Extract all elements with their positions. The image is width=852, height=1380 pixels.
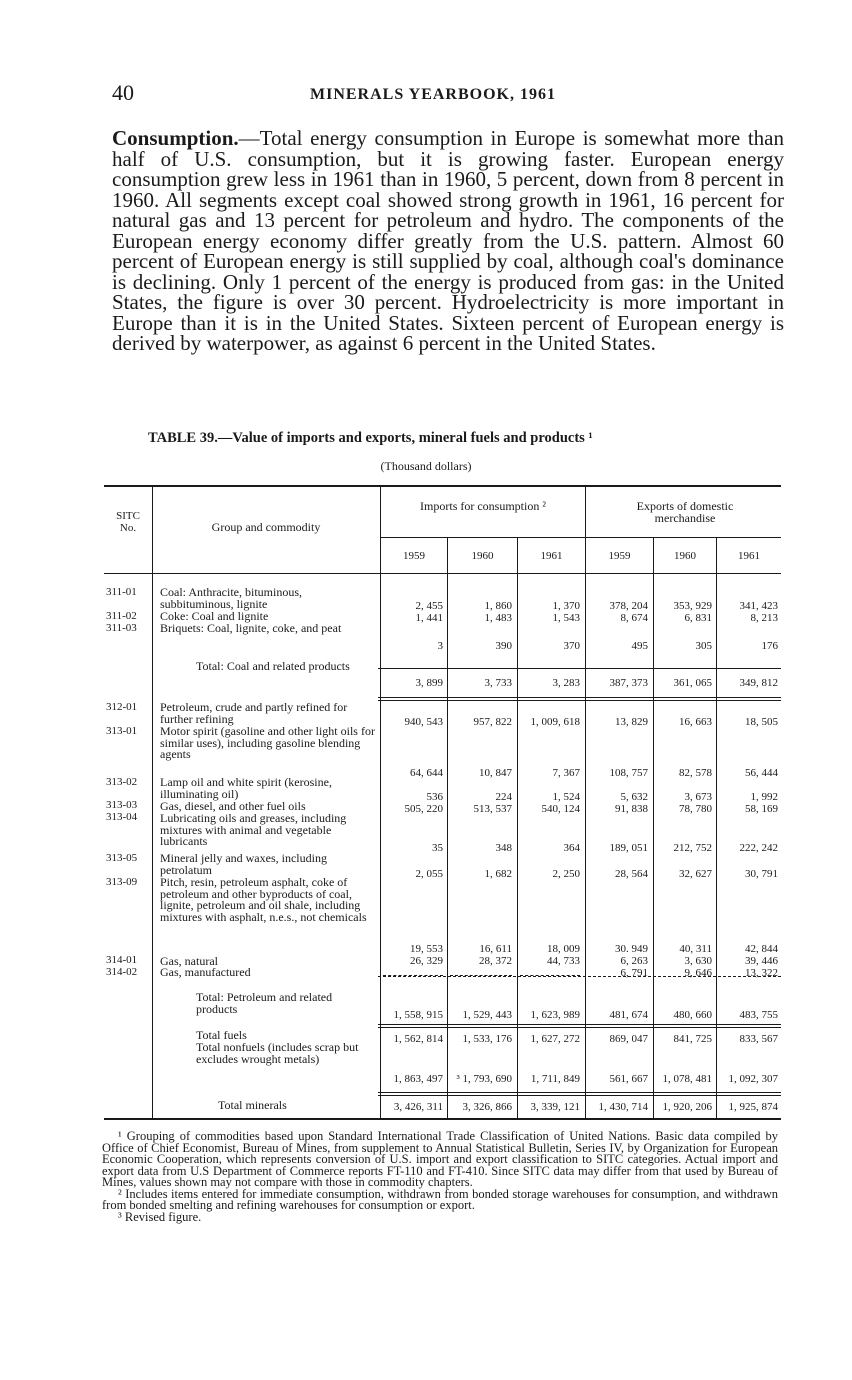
table-cell: 16, 663 bbox=[679, 716, 712, 728]
table-cell: 2, 455 bbox=[415, 600, 443, 612]
table-cell: 833, 567 bbox=[739, 1033, 778, 1045]
footnotes bbox=[102, 1131, 778, 1223]
table-cell: 224 bbox=[495, 791, 512, 803]
table-cell: 869, 047 bbox=[609, 1033, 648, 1045]
table-cell: 3, 283 bbox=[552, 677, 580, 689]
header-year-exp-1961: 1961 bbox=[738, 550, 760, 562]
table-cell: 3, 339, 121 bbox=[530, 1101, 580, 1113]
table-cell: 108, 757 bbox=[609, 767, 648, 779]
table-cell: 18, 009 bbox=[547, 943, 580, 955]
table-cell: 18, 505 bbox=[745, 716, 778, 728]
table-cell: 483, 755 bbox=[739, 1009, 778, 1021]
table-cell: 2, 250 bbox=[552, 868, 580, 880]
sitc-code: 312-01 bbox=[106, 701, 138, 713]
table-cell: 44, 733 bbox=[547, 955, 580, 967]
table-cell: 957, 822 bbox=[473, 716, 512, 728]
table-cell: 58, 169 bbox=[745, 803, 778, 815]
footnote-2: ² Includes items entered for immediate consumption, withdrawn from bonded storage warehouses for consumption, and withdrawn from bonded smelting and refining warehouses for consumption or export. bbox=[102, 1186, 778, 1212]
row-description: Gas, manufactured bbox=[160, 965, 251, 979]
table-cell: 513, 537 bbox=[473, 803, 512, 815]
table-cell: 7, 367 bbox=[552, 767, 580, 779]
table-cell: 30, 791 bbox=[745, 868, 778, 880]
table-cell: 3, 426, 311 bbox=[393, 1101, 443, 1113]
table-cell: 6, 831 bbox=[684, 612, 712, 624]
table-cell: 176 bbox=[761, 640, 778, 652]
table-cell: 841, 725 bbox=[673, 1033, 712, 1045]
consumption-paragraph bbox=[112, 128, 784, 354]
sitc-code: 313-05 bbox=[106, 852, 138, 864]
footnote-1: ¹ Grouping of commodities based upon Standard International Trade Classification of United Nations. Basic data compiled by Office of Chief Economist, Bureau of Mines, from supplement to Annual Statistical Bulletin, Series IV, by Organization for European Economic Cooperation, which represents conversion of U.S. import and export classification to SITC categories. Actual import and export data from U.S Department of Commerce reports FT-110 and FT-410. Since SITC data may differ from that used by Bureau of Mines, values shown may not compare with those in commodity chapters. bbox=[102, 1129, 778, 1189]
table-cell: 540, 124 bbox=[541, 803, 580, 815]
header-imports: Imports for consumption ² bbox=[420, 499, 546, 513]
row-description: Coke: Coal and lignite bbox=[160, 609, 269, 623]
table-cell: 3, 326, 866 bbox=[462, 1101, 512, 1113]
table-cell: 64, 644 bbox=[410, 767, 443, 779]
table-cell: 1, 682 bbox=[484, 868, 512, 880]
table-cell: 56, 444 bbox=[745, 767, 778, 779]
table-cell: 1, 562, 814 bbox=[393, 1033, 443, 1045]
row-description: Mineral jelly and waxes, including petrolatum bbox=[160, 851, 327, 877]
table-cell: 222, 242 bbox=[739, 842, 778, 854]
table-cell: 40, 311 bbox=[679, 943, 712, 955]
table-cell: 42, 844 bbox=[745, 943, 778, 955]
table-title: TABLE 39.—Value of imports and exports, mineral fuels and products ¹ bbox=[148, 430, 593, 446]
table-cell: 305 bbox=[695, 640, 712, 652]
table-cell: 378, 204 bbox=[609, 600, 648, 612]
sitc-code: 313-02 bbox=[106, 776, 138, 788]
table-cell: 370 bbox=[563, 640, 580, 652]
header-year-exp-1960: 1960 bbox=[674, 550, 696, 562]
table-cell: 364 bbox=[563, 842, 580, 854]
table-cell: 35 bbox=[432, 842, 443, 854]
sitc-code: 311-02 bbox=[106, 610, 137, 622]
table-cell: 1, 370 bbox=[552, 600, 580, 612]
table-cell: 82, 578 bbox=[679, 767, 712, 779]
table-cell: 1, 524 bbox=[552, 791, 580, 803]
table-cell: 8, 674 bbox=[620, 612, 648, 624]
table-subtitle: (Thousand dollars) bbox=[380, 459, 472, 473]
sitc-code: 311-01 bbox=[106, 586, 137, 598]
table-cell: 189, 051 bbox=[609, 842, 648, 854]
table-cell: 481, 674 bbox=[609, 1009, 648, 1021]
table-cell: 1, 430, 714 bbox=[598, 1101, 648, 1113]
sitc-code: 313-01 bbox=[106, 725, 138, 737]
table-cell: 8, 213 bbox=[750, 612, 778, 624]
sitc-code: 311-03 bbox=[106, 622, 137, 634]
table-cell: 361, 065 bbox=[673, 677, 712, 689]
table-cell: 940, 543 bbox=[404, 716, 443, 728]
table-cell: 1, 529, 443 bbox=[462, 1009, 512, 1021]
table-cell: 13, 322 bbox=[745, 967, 778, 979]
sitc-code: 313-03 bbox=[106, 799, 138, 811]
footnote-3: ³ Revised figure. bbox=[118, 1209, 202, 1224]
row-description: Briquets: Coal, lignite, coke, and peat bbox=[160, 621, 342, 635]
sitc-code: 313-09 bbox=[106, 876, 138, 888]
empty-cell-dash bbox=[520, 975, 580, 976]
table-cell: 387, 373 bbox=[609, 677, 648, 689]
header-sitc: SITC No. bbox=[116, 510, 140, 534]
table-cell: 1, 092, 307 bbox=[728, 1073, 778, 1085]
table-cell: 1, 860 bbox=[484, 600, 512, 612]
row-description: Gas, natural bbox=[160, 954, 218, 968]
header-year-imp-1959: 1959 bbox=[403, 550, 425, 562]
table-cell: 3, 899 bbox=[415, 677, 443, 689]
table-cell: 1, 920, 206 bbox=[662, 1101, 712, 1113]
row-description-total: Total: Coal and related products bbox=[196, 659, 350, 673]
table-cell: 6, 791 bbox=[620, 967, 648, 979]
row-description-total: Total minerals bbox=[218, 1098, 287, 1112]
table-cell: 3, 733 bbox=[484, 677, 512, 689]
row-description: Coal: Anthracite, bituminous, subbituminous, lignite bbox=[160, 585, 302, 611]
table-cell: 9, 646 bbox=[684, 967, 712, 979]
page-number: 40 bbox=[112, 80, 134, 105]
table-cell: 1, 558, 915 bbox=[393, 1009, 443, 1021]
row-description: Gas, diesel, and other fuel oils bbox=[160, 799, 306, 813]
paragraph-text: —Total energy consumption in Europe is somewhat more than half of U.S. consumption, but it is growing faster. European energy consumption grew less in 1961 than in 1960, 5 percent, down from 8 percent in 1960. All segments except coal showed strong growth in 1961, 16 percent for natural gas and 13 percent for petroleum and hydro. The components of the European energy economy differ greatly from the U.S. pattern. Almost 60 percent of European energy is still supplied by coal, although coal's dominance is declining. Only 1 percent of the energy is produced from gas: in the United States, the figure is over 30 percent. Hydroelectricity is more important in Europe than it is in the United States. Sixteen percent of European energy is derived by waterpower, as against 6 percent in the United States. bbox=[112, 126, 784, 355]
table-cell: 1, 009, 618 bbox=[530, 716, 580, 728]
row-description: Lubricating oils and greases, including mixtures with animal and vegetable lubricants bbox=[160, 811, 347, 848]
sitc-code: 313-04 bbox=[106, 811, 138, 823]
table-cell: 19, 553 bbox=[410, 943, 443, 955]
table-cell: 561, 667 bbox=[609, 1073, 648, 1085]
table-cell: 30. 949 bbox=[615, 943, 648, 955]
table-cell: 5, 632 bbox=[620, 791, 648, 803]
table-cell: 1, 533, 176 bbox=[462, 1033, 512, 1045]
row-description-total: Total fuels bbox=[196, 1028, 247, 1042]
table-cell: 3, 630 bbox=[684, 955, 712, 967]
header-group: Group and commodity bbox=[211, 520, 321, 534]
empty-cell-dash bbox=[383, 975, 443, 976]
table-cell: 6, 263 bbox=[620, 955, 648, 967]
table-cell: 26, 329 bbox=[410, 955, 443, 967]
table-cell: 1, 992 bbox=[750, 791, 778, 803]
table-cell: 353, 929 bbox=[673, 600, 712, 612]
table-cell: 349, 812 bbox=[739, 677, 778, 689]
row-description: Pitch, resin, petroleum asphalt, coke of petroleum and other byproducts of coal, lignite, petroleum and oil shale, including mixtures with asphalt, n.e.s., not chemicals bbox=[160, 875, 367, 924]
table-cell: 32, 627 bbox=[679, 868, 712, 880]
table-cell: 28, 564 bbox=[615, 868, 648, 880]
table-cell: 495 bbox=[631, 640, 648, 652]
table-cell: 1, 078, 481 bbox=[662, 1073, 712, 1085]
paragraph-lead: Consumption. bbox=[112, 126, 239, 150]
table-cell: 1, 925, 874 bbox=[728, 1101, 778, 1113]
table-cell: 390 bbox=[495, 640, 512, 652]
table-cell: 341, 423 bbox=[739, 600, 778, 612]
table-cell: ³ 1, 793, 690 bbox=[456, 1073, 512, 1085]
table-cell: 2, 055 bbox=[415, 868, 443, 880]
table-cell: 10, 847 bbox=[479, 767, 512, 779]
table-cell: 3, 673 bbox=[684, 791, 712, 803]
empty-cell-dash bbox=[450, 975, 512, 976]
row-description: Motor spirit (gasoline and other light oils for similar uses), including gasoline blending agents bbox=[160, 724, 375, 761]
table-cell: 91, 838 bbox=[615, 803, 648, 815]
header-exports: Exports of domestic merchandise bbox=[636, 499, 734, 525]
table-cell: 536 bbox=[426, 791, 443, 803]
table-cell: 3 bbox=[437, 640, 443, 652]
table-cell: 212, 752 bbox=[673, 842, 712, 854]
table-cell: 16, 611 bbox=[479, 943, 512, 955]
table-cell: 13, 829 bbox=[615, 716, 648, 728]
table-cell: 1, 543 bbox=[552, 612, 580, 624]
table-cell: 1, 711, 849 bbox=[530, 1073, 580, 1085]
table-cell: 1, 623, 989 bbox=[530, 1009, 580, 1021]
sitc-code: 314-02 bbox=[106, 966, 138, 978]
row-description: Petroleum, crude and partly refined for further refining bbox=[160, 700, 348, 726]
sitc-code: 314-01 bbox=[106, 954, 138, 966]
row-description: Lamp oil and white spirit (kerosine, illuminating oil) bbox=[160, 775, 332, 801]
table-cell: 1, 483 bbox=[484, 612, 512, 624]
header-year-imp-1961: 1961 bbox=[540, 550, 563, 562]
row-description-total: Total: Petroleum and related products bbox=[196, 990, 333, 1016]
table-cell: 1, 863, 497 bbox=[393, 1073, 443, 1085]
table-cell: 78, 780 bbox=[679, 803, 712, 815]
table-cell: 39, 446 bbox=[745, 955, 778, 967]
table-cell: 505, 220 bbox=[404, 803, 443, 815]
header-year-exp-1959: 1959 bbox=[608, 550, 631, 562]
header-year-imp-1960: 1960 bbox=[471, 550, 494, 562]
table-cell: 348 bbox=[495, 842, 512, 854]
table-cell: 1, 441 bbox=[415, 612, 443, 624]
row-description-total: Total nonfuels (includes scrap but excludes wrought metals) bbox=[196, 1040, 359, 1066]
table-cell: 480, 660 bbox=[673, 1009, 712, 1021]
table-cell: 1, 627, 272 bbox=[530, 1033, 580, 1045]
running-head: MINERALS YEARBOOK, 1961 bbox=[310, 86, 556, 103]
table-cell: 28, 372 bbox=[479, 955, 512, 967]
